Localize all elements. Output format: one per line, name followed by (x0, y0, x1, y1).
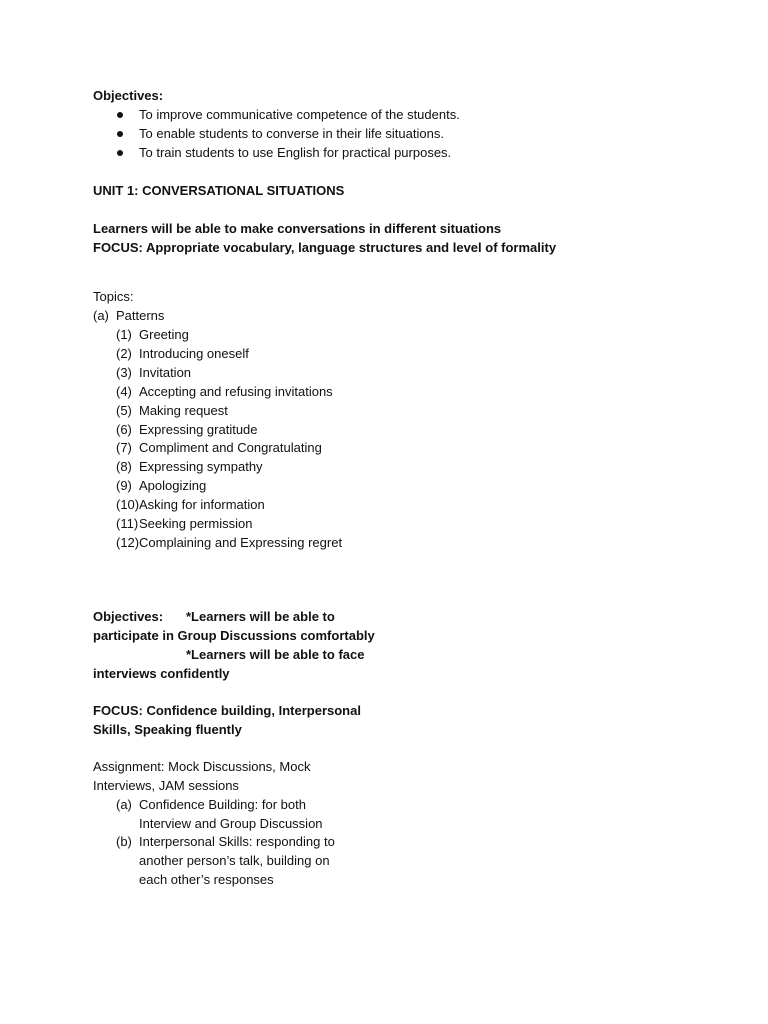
pattern-item-text: Introducing oneself (139, 346, 249, 361)
focus2-line2: Skills, Speaking fluently (93, 722, 242, 737)
pattern-item-number: (5) (116, 403, 132, 418)
objective-item: To enable students to converse in their life situations. (139, 126, 444, 141)
pattern-item-text: Apologizing (139, 478, 207, 493)
objectives2-line1: *Learners will be able to (186, 609, 335, 624)
pattern-item-number: (1) (116, 327, 132, 342)
pattern-item-number: (8) (116, 459, 132, 474)
assignment-line1: Assignment: Mock Discussions, Mock (93, 759, 311, 774)
pattern-item-number: (12) (116, 535, 140, 550)
bullet-icon (117, 112, 123, 118)
assignment-line2: Interviews, JAM sessions (93, 778, 239, 793)
objectives2-line4: interviews confidently (93, 666, 230, 681)
pattern-item-number: (4) (116, 384, 132, 399)
pattern-item-number: (7) (116, 440, 132, 455)
pattern-item-text: Asking for information (139, 497, 265, 512)
objectives2-label: Objectives: (93, 609, 164, 624)
pattern-item-number: (6) (116, 422, 132, 437)
pattern-item-text: Expressing sympathy (139, 459, 263, 474)
assignment-item-text: another person’s talk, building on (139, 853, 330, 868)
objective-item: To improve communicative competence of the students. (139, 107, 460, 122)
pattern-item-number: (10) (116, 497, 140, 512)
pattern-item-text: Seeking permission (139, 516, 253, 531)
unit-title: UNIT 1: CONVERSATIONAL SITUATIONS (93, 183, 345, 198)
pattern-item-text: Invitation (139, 365, 192, 380)
assignment-item-marker: (a) (116, 797, 132, 812)
pattern-item-text: Greeting (139, 327, 189, 342)
pattern-item-text: Compliment and Congratulating (139, 440, 322, 455)
objective-item: To train students to use English for practical purposes. (139, 145, 452, 160)
focus-line: FOCUS: Appropriate vocabulary, language structures and level of formality (93, 240, 557, 255)
pattern-item-text: Accepting and refusing invitations (139, 384, 333, 399)
pattern-item-number: (2) (116, 346, 132, 361)
assignment-item-text: Confidence Building: for both (139, 797, 306, 812)
pattern-item-number: (11) (116, 516, 139, 531)
assignment-item-text: Interpersonal Skills: responding to (139, 834, 335, 849)
assignment-item-marker: (b) (116, 834, 132, 849)
bullet-icon (117, 131, 123, 137)
assignment-item-text: each other’s responses (139, 872, 274, 887)
patterns-label: Patterns (116, 308, 165, 323)
bullet-icon (117, 150, 123, 156)
pattern-item-text: Making request (139, 403, 228, 418)
pattern-item-text: Complaining and Expressing regret (139, 535, 343, 550)
objectives2-line2: participate in Group Discussions comfortably (93, 628, 375, 643)
pattern-item-number: (3) (116, 365, 132, 380)
pattern-item-number: (9) (116, 478, 132, 493)
focus2-line1: FOCUS: Confidence building, Interpersonal (93, 703, 361, 718)
outcome-line: Learners will be able to make conversations in different situations (93, 221, 502, 236)
assignment-item-text: Interview and Group Discussion (139, 816, 323, 831)
pattern-item-text: Expressing gratitude (139, 422, 258, 437)
objectives2-line3: *Learners will be able to face (186, 647, 365, 662)
topics-heading: Topics: (93, 289, 134, 304)
objectives-heading: Objectives: (93, 88, 164, 103)
patterns-marker: (a) (93, 308, 109, 323)
